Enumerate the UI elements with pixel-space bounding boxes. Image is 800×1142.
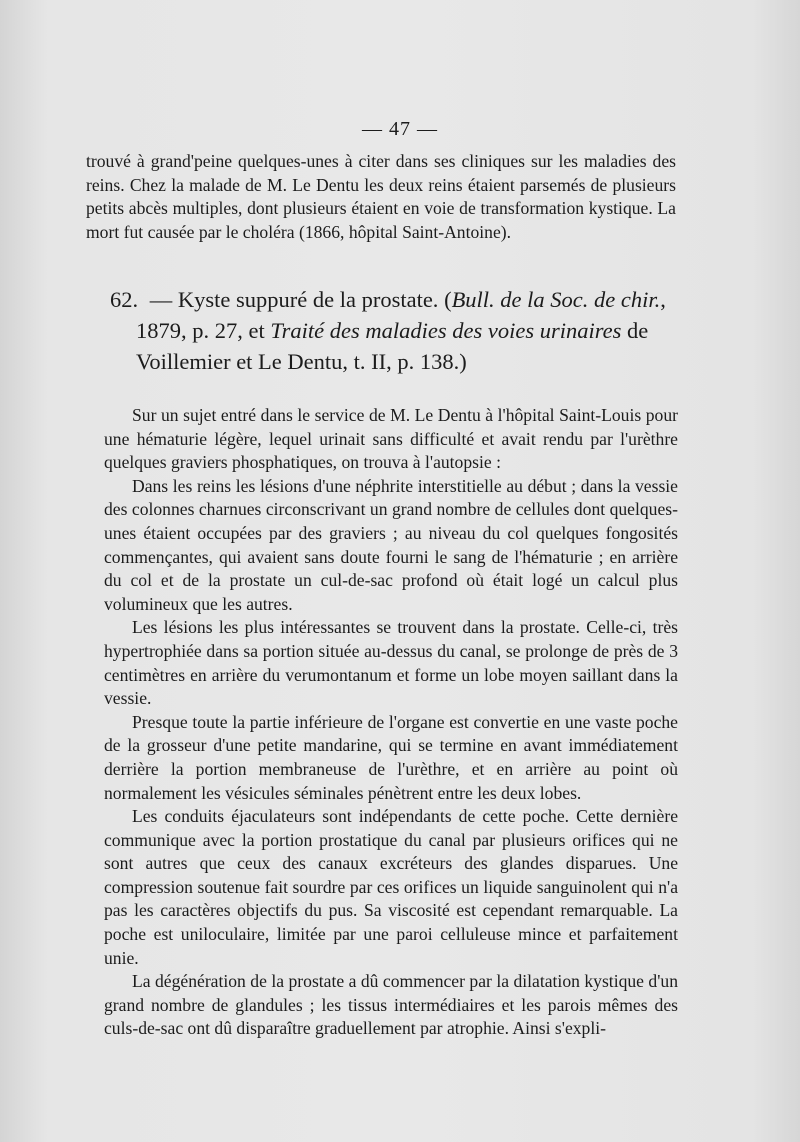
entry-open-paren: ( [444,287,452,312]
entry-reference-bulletin: Bull. de la Soc. de chir. [451,287,661,312]
case-paragraph: Les lésions les plus intéressantes se trouvent dans la prostate. Celle-ci, très hypertrophiée dans sa portion située au-dessus du canal, se prolonge de près de 3 centimètres en arrière du verumontanum et forme un lobe moyen saillant dans la vessie. [104,617,678,709]
entry-number: 62. [110,287,139,312]
entry-reference-treatise-details: de Voillemier et Le Dentu, t. II, p. 138.) [136,318,649,374]
page-number: — 47 — [362,118,438,140]
entry-reference-treatise: Traité des maladies des voies urinaires [270,318,622,343]
entry-title: Kyste suppuré de la prostate. [177,287,439,312]
entry-dash: — [149,287,173,312]
intro-paragraph: trouvé à grand'peine quelques-unes à citer dans ses cliniques sur les maladies des reins. Chez la malade de M. Le Dentu les deux reins étaient parsemés de plusieurs petits abcès multiples, dont plusieurs étaient en voie de transformation kystique. La mort fut causée par le choléra (1866, hôpital Saint-Antoine). [86,151,676,242]
case-description [104,404,678,1041]
case-paragraph: Les conduits éjaculateurs sont indépendants de cette poche. Cette dernière communique avec la portion prostatique du canal par plusieurs orifices qui ne sont autres que ceux des canaux excréteurs des glandes disparues. Une compression soutenue fait sourdre par ces orifices un liquide sanguinolent qui n'a pas les caractères objectifs du pus. Sa viscosité est cependant remarquable. La poche est uniloculaire, limitée par une paroi celluleuse mince et parfaitement unie. [104,806,678,968]
entry-heading [110,284,704,377]
case-paragraph: Presque toute la partie inférieure de l'organe est convertie en une vaste poche de la grosseur d'une petite mandarine, qui se termine en avant immédiatement derrière la portion membraneuse de l'urèthre, et en arrière au point où normalement les vésicules séminales pénètrent entre les deux lobes. [104,711,678,803]
case-paragraph: Sur un sujet entré dans le service de M. Le Dentu à l'hôpital Saint-Louis pour une hématurie légère, lequel urinait sans difficulté et avait rendu par l'urèthre quelques graviers phosphatiques, on trouva à l'autopsie : [104,405,678,473]
entry-reference-bulletin-details: , 1879, p. 27, et [136,287,666,343]
intro-paragraph-block [86,150,676,244]
case-paragraph: Dans les reins les lésions d'une néphrite interstitielle au début ; dans la vessie des colonnes charnues circonscrivant un grand nombre de cellules dont quelques-unes étaient occupées par des graviers ; au niveau du col quelques fongosités commençantes, qui avaient sans doute fourni le sang de l'hématurie ; en arrière du col et de la prostate un cul-de-sac profond où était logé un calcul plus volumineux que les autres. [104,475,678,614]
case-paragraph: La dégénération de la prostate a dû commencer par la dilatation kystique d'un grand nombre de glandules ; les tissus intermédiaires et les parois mêmes des culs-de-sac ont dû disparaître graduellement par atrophie. Ainsi s'expli- [104,971,678,1039]
